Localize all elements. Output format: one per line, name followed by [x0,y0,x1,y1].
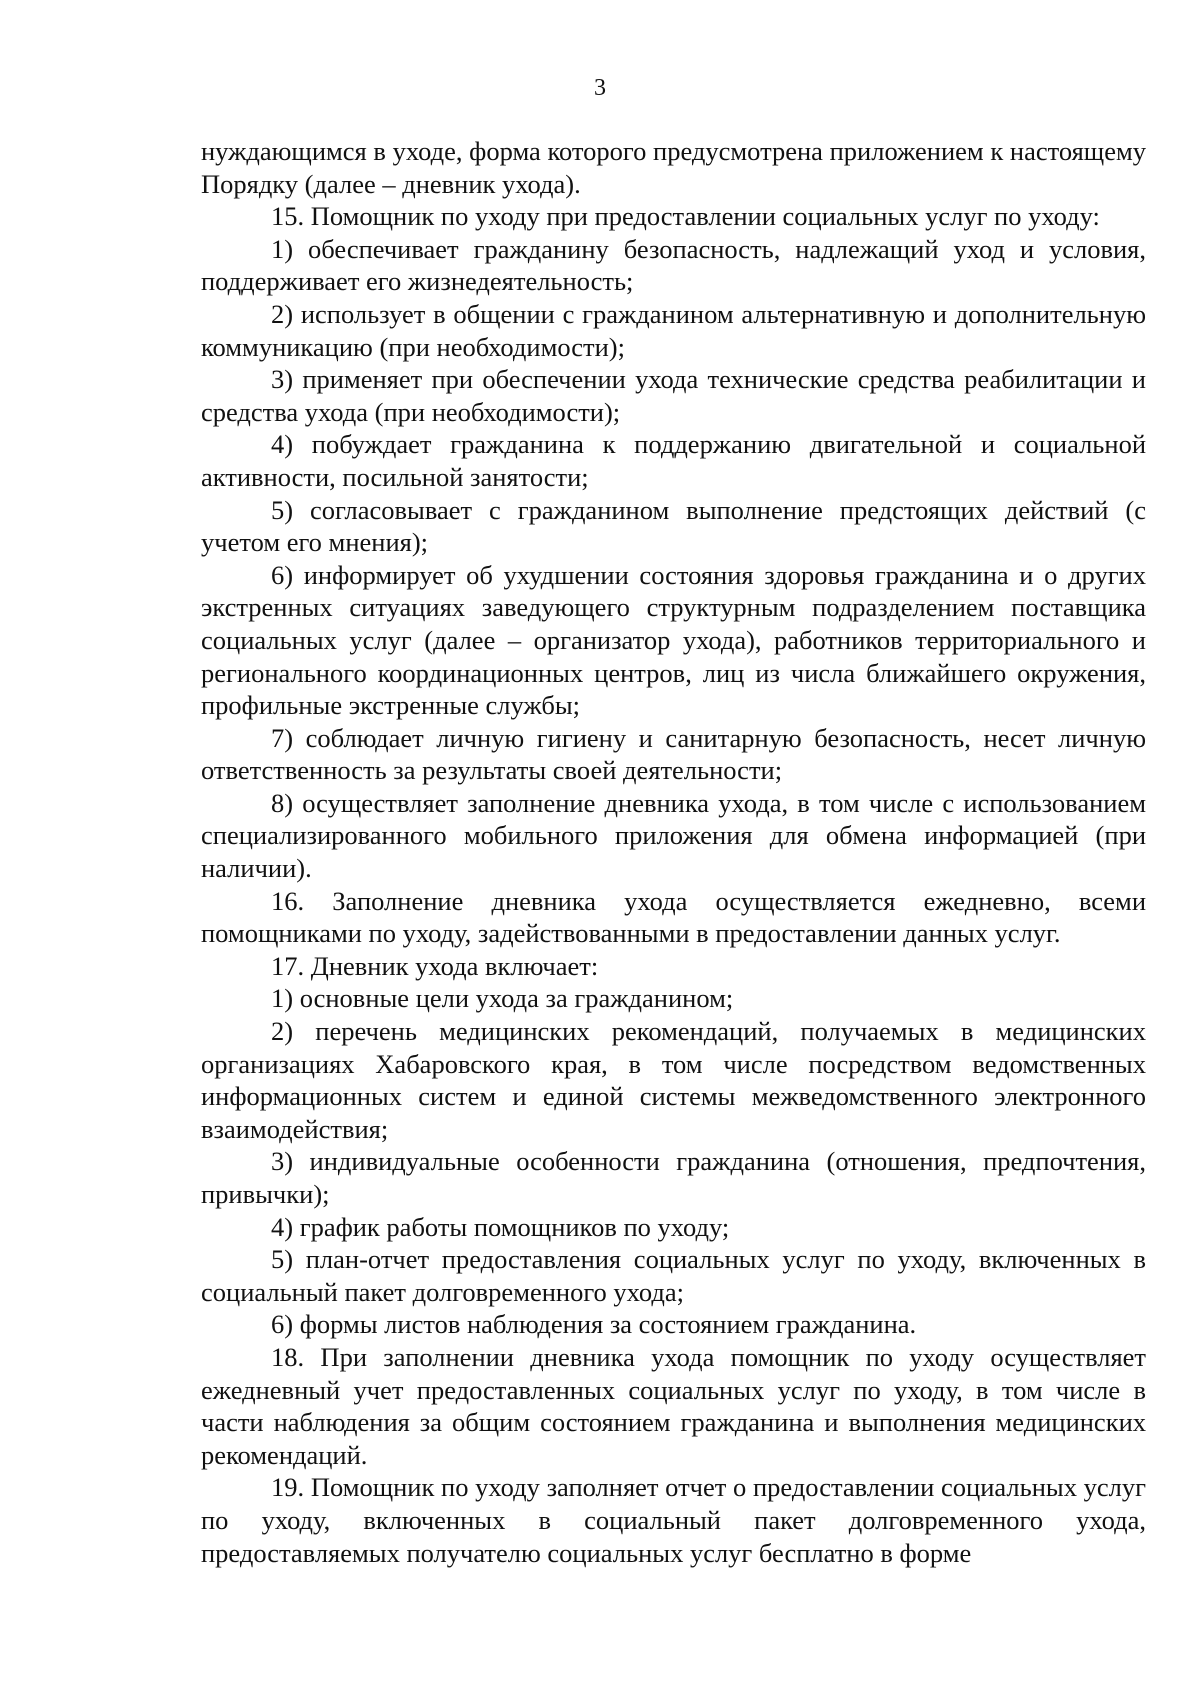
paragraph-clause-17-item-5: 5) план-отчет предоставления социальных услуг по уходу, включенных в социальный пакет долговременного ухода; [201,1244,1146,1307]
paragraph-clause-17-item-3: 3) индивидуальные особенности гражданина (отношения, предпочтения, привычки); [201,1146,1146,1209]
paragraph-clause-15-item-8: 8) осуществляет заполнение дневника ухода, в том числе с использованием специализированного мобильного приложения для обмена информацией (при наличии). [201,787,1146,884]
paragraph-clause-15-item-5: 5) согласовывает с гражданином выполнение предстоящих действий (с учетом его мнения); [201,494,1146,558]
paragraph-clause-17-item-6: 6) формы листов наблюдения за состоянием гражданина. [271,1309,917,1340]
paragraph-clause-17-item-2: 2) перечень медицинских рекомендаций, получаемых в медицинских организациях Хабаровского края, в том числе посредством ведомственных информационных систем и единой системы межведомственного электронного взаимодействия; [201,1016,1146,1144]
paragraph-clause-15-item-7: 7) соблюдает личную гигиену и санитарную безопасность, несет личную ответственность за результаты своей деятельности; [201,722,1146,786]
paragraph-clause-15-item-6: 6) информирует об ухудшении состояния здоровья гражданина и о других экстренных ситуациях заведующего структурным подразделением поставщика социальных услуг (далее – организатор ухода), работников территориального и регионального координационных центров, лиц из числа ближайшего окружения, профильные экстренные службы; [201,559,1146,721]
page-number: 3 [594,75,606,101]
paragraph-clause-17-item-1: 1) основные цели ухода за гражданином; [271,983,734,1014]
paragraph-clause-15-item-2: 2) использует в общении с гражданином альтернативную и дополнительную коммуникацию (при необходимости); [201,298,1146,362]
paragraph-clause-15-item-3: 3) применяет при обеспечении ухода технические средства реабилитации и средства ухода (при необходимости); [201,364,1146,427]
paragraph-continuation: нуждающимся в уходе, форма которого предусмотрена приложением к настоящему Порядку (далее – дневник ухода). [201,136,1146,199]
paragraph-clause-15-item-1: 1) обеспечивает гражданину безопасность, надлежащий уход и условия, поддерживает его жизнедеятельность; [201,233,1146,297]
paragraph-clause-19: 19. Помощник по уходу заполняет отчет о предоставлении социальных услуг по уходу, включенных в социальный пакет долговременного ухода, предоставляемых получателю социальных услуг бесплатно в форме [201,1472,1146,1568]
paragraph-clause-17-item-4: 4) график работы помощников по уходу; [271,1211,730,1242]
paragraph-clause-17: 17. Дневник ухода включает: [271,950,599,981]
paragraph-clause-15: 15. Помощник по уходу при предоставлении социальных услуг по уходу: [271,201,1100,232]
paragraph-clause-15-item-4: 4) побуждает гражданина к поддержанию двигательной и социальной активности, посильной занятости; [201,429,1146,492]
document-body [201,135,1146,1569]
paragraph-clause-16: 16. Заполнение дневника ухода осуществляется ежедневно, всеми помощниками по уходу, задействованными в предоставлении данных услуг. [201,885,1146,949]
paragraph-clause-18: 18. При заполнении дневника ухода помощник по уходу осуществляет ежедневный учет предоставленных социальных услуг по уходу, в том числе в части наблюдения за общим состоянием гражданина и выполнения медицинских рекомендаций. [201,1341,1146,1470]
